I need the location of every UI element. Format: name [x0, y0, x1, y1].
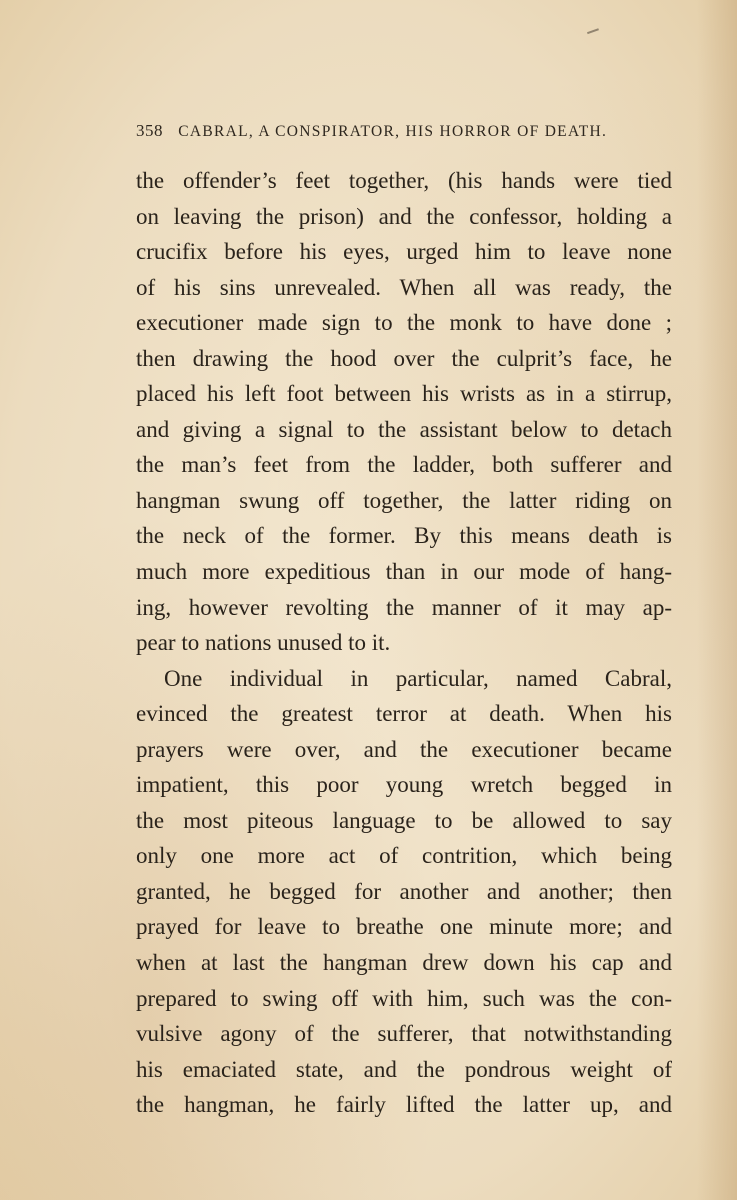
text-line: vulsive agony of the sufferer, that notwithstanding — [136, 1021, 672, 1047]
page-number: 358 — [136, 121, 163, 140]
text-line: prayers were over, and the executioner became — [136, 736, 672, 762]
running-head-title: CABRAL, A CONSPIRATOR, HIS HORROR OF DEATH. — [178, 123, 608, 140]
text-line: granted, he begged for another and another; then — [136, 878, 672, 904]
text-line: on leaving the prison) and the confessor, holding a — [136, 203, 672, 229]
body-text — [136, 163, 672, 1123]
text-line: placed his left foot between his wrists as in a stirrup, — [136, 381, 672, 407]
ink-mark — [587, 28, 601, 40]
text-line: the hangman, he fairly lifted the latter up, and — [136, 1092, 672, 1118]
text-line: One individual in particular, named Cabral, — [164, 665, 672, 691]
text-line: the man’s feet from the ladder, both sufferer and — [136, 452, 672, 478]
text-line: crucifix before his eyes, urged him to leave none — [136, 239, 672, 265]
text-line: prayed for leave to breathe one minute more; and — [136, 914, 672, 940]
text-line: then drawing the hood over the culprit’s face, he — [136, 345, 672, 371]
text-line: and giving a signal to the assistant below to detach — [136, 416, 672, 442]
text-line: prepared to swing off with him, such was the con- — [136, 985, 672, 1011]
text-line: when at last the hangman drew down his cap and — [136, 950, 672, 976]
text-line: the neck of the former. By this means death is — [136, 523, 672, 549]
text-line: the offender’s feet together, (his hands were tied — [136, 168, 672, 193]
text-line: the most piteous language to be allowed to say — [136, 807, 672, 833]
text-line: pear to nations unused to it. — [136, 630, 391, 656]
text-line: hangman swung off together, the latter riding on — [136, 487, 672, 513]
text-line: executioner made sign to the monk to have done ; — [136, 310, 672, 336]
text-line: much more expeditious than in our mode of hang- — [136, 559, 672, 585]
text-line: impatient, this poor young wretch begged in — [136, 772, 672, 798]
text-line: only one more act of contrition, which being — [136, 843, 672, 869]
page-edge-shadow — [697, 0, 737, 1200]
text-line: evinced the greatest terror at death. When his — [136, 701, 672, 727]
text-line: his emaciated state, and the pondrous weight of — [136, 1056, 672, 1082]
running-head — [136, 116, 676, 146]
text-line: ing, however revolting the manner of it may ap- — [136, 594, 672, 620]
text-line: of his sins unrevealed. When all was ready, the — [136, 274, 672, 300]
